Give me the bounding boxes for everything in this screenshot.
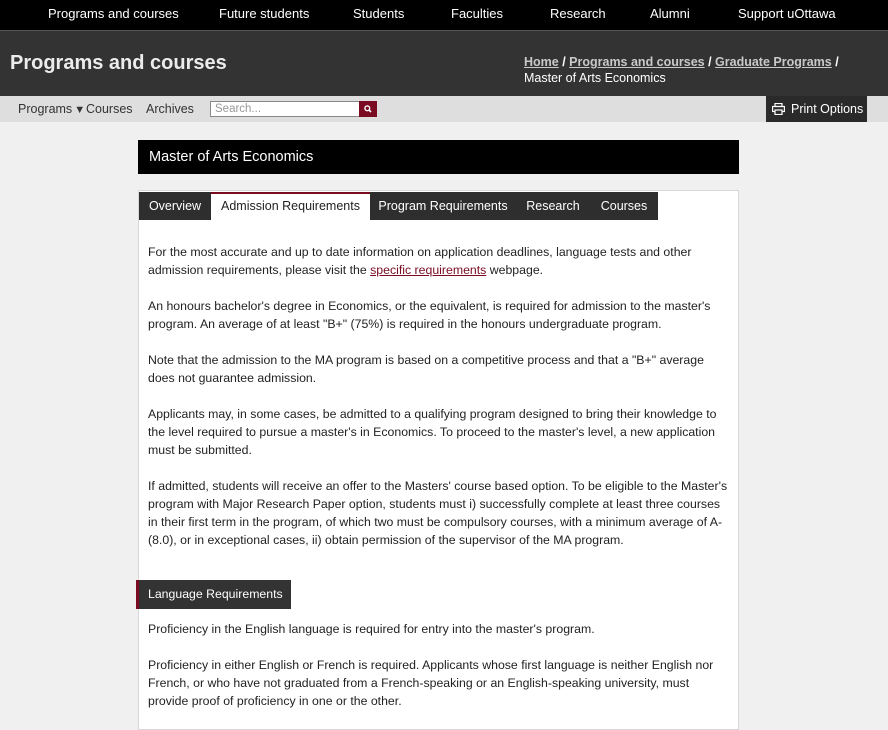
programs-dropdown-label: Programs [18, 102, 73, 116]
nav-research[interactable]: Research [550, 6, 606, 21]
specific-requirements-link[interactable]: specific requirements [370, 263, 487, 277]
tab-courses[interactable]: Courses [590, 192, 658, 220]
archives-link[interactable]: Archives [146, 102, 194, 116]
search-icon [359, 101, 377, 117]
tab-admission-requirements[interactable]: Admission Requirements [211, 192, 370, 220]
paragraph-text: For the most accurate and up to date information on application deadlines, language tests and other admission requirements, please visit the [148, 245, 692, 277]
tab-research[interactable]: Research [516, 192, 590, 220]
tab-overview[interactable]: Overview [139, 192, 211, 220]
toolbar [0, 96, 888, 122]
breadcrumb-home[interactable]: Home [524, 55, 559, 69]
print-options-label: Print Options [791, 102, 864, 116]
paragraph-admission-offer: If admitted, students will receive an offer to the Masters' course based option. To be eligible to the Master's program with Major Research Paper option, students must i) successfully complete at least three courses in their first term in the program, of which two must be compulsory courses, with a minimum average of A- (8.0), or in exceptional cases, ii) obtain permission of the supervisor of the MA program. [148, 479, 728, 547]
paragraph-text: webpage. [486, 263, 544, 277]
breadcrumb-current: Master of Arts Economics [524, 71, 666, 85]
program-title: Master of Arts Economics [138, 140, 739, 174]
caret-down-icon: ▼ [74, 104, 86, 116]
breadcrumb: Home / Programs and courses / Graduate Programs / Master of Arts Economics [524, 55, 839, 85]
paragraph-language-proof: Proficiency in either English or French is required. Applicants whose first language is neither English nor French, or who have not graduated from a French-speaking or an English-speaking university, must provide proof of proficiency in one or the other. [148, 658, 714, 708]
search-input[interactable] [210, 101, 360, 117]
paragraph-honours-degree: An honours bachelor's degree in Economics, or the equivalent, is required for admission to the master's program. An average of at least "B+" (75%) is required in the honours undergraduate program. [148, 299, 711, 331]
nav-programs-and-courses[interactable]: Programs and courses [48, 6, 179, 21]
nav-alumni[interactable]: Alumni [650, 6, 690, 21]
print-options-button[interactable] [766, 96, 867, 122]
paragraph-qualifying-program: Applicants may, in some cases, be admitted to a qualifying program designed to bring their knowledge to the level required to pursue a master's in Economics. To proceed to the master's level, a new application must be submitted. [148, 407, 717, 457]
breadcrumb-graduate-programs[interactable]: Graduate Programs [715, 55, 832, 69]
language-requirements-heading: Language Requirements [136, 580, 291, 609]
printer-icon [772, 103, 785, 115]
page-header [0, 30, 888, 97]
breadcrumb-programs-and-courses[interactable]: Programs and courses [569, 55, 705, 69]
nav-future-students[interactable]: Future students [219, 6, 310, 21]
paragraph-english-proficiency: Proficiency in the English language is required for entry into the master's program. [148, 622, 595, 636]
tab-program-requirements[interactable]: Program Requirements [370, 192, 516, 220]
search-button[interactable] [359, 101, 377, 117]
page-title: Programs and courses [10, 52, 227, 74]
nav-support-uottawa[interactable]: Support uOttawa [738, 6, 836, 21]
programs-dropdown[interactable] [18, 96, 85, 122]
nav-students[interactable]: Students [353, 6, 405, 21]
paragraph-specific-requirements [148, 243, 732, 279]
nav-faculties[interactable]: Faculties [451, 6, 504, 21]
top-navigation [0, 0, 888, 30]
paragraph-competitive-process: Note that the admission to the MA program is based on a competitive process and that a "B+" average does not guarantee admission. [148, 353, 704, 385]
courses-link[interactable]: Courses [86, 102, 133, 116]
